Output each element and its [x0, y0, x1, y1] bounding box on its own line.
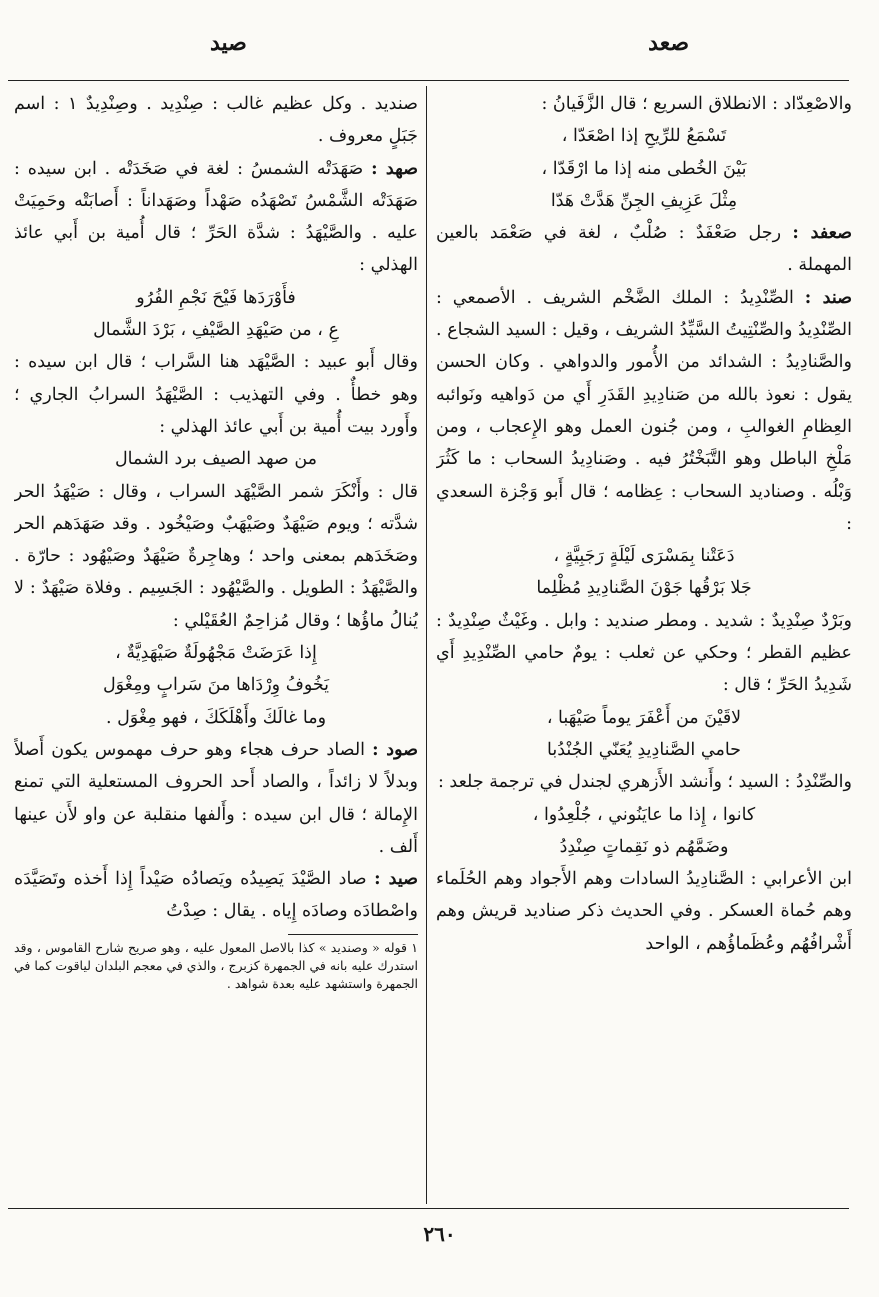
- running-head-right: صعد: [648, 30, 689, 56]
- page-number: ٢٦٠: [423, 1222, 456, 1246]
- paragraph: صنديد . وكل عظيم غالب : صِنْدِيد . وصِنْدِيدٌ ١ : اسم جَبَلٍ معروف .: [14, 94, 418, 147]
- left-column-body: [14, 88, 418, 928]
- entry-text: صَهَدَتْه الشمسُ : لغة في صَخَدَتْه . ابن سيده : صَهَدَتْه الشَّمْسُ تَصْهَدُه صَهْداً وصَهَداناً : أَصابَتْه وحَمِيَتْ عليه . والصَّيْهَدُ : شدَّة الحَرِّ ؛ قال أُمية بن أَبي عائذ الهذلي :: [14, 158, 418, 276]
- dictionary-entry: [14, 153, 418, 282]
- verse-line: مِثْلَ عَزِيفِ الجِنِّ هَدَّتْ هَدّا: [550, 190, 738, 211]
- verse-line: وضَمَّهُم ذو نَقِماتٍ صِنْدِدُ: [559, 836, 729, 857]
- verse-line: بَيْنَ الخُطى منه إذا ما ارْقَدّا ،: [541, 158, 747, 179]
- verse-line: حامي الصَّنادِيدِ يُعَنّي الجُنْدُبا: [547, 739, 741, 760]
- verse-line: كانوا ، إِذا ما عايَنُوني ، جُلْعِدُوا ،: [532, 804, 756, 825]
- verse-line: عِ ، من صَيْهَدِ الصَّيْفِ ، بَرْدَ الشَّمال: [93, 320, 339, 341]
- entry-text: صاد الصَّيْدَ يَصِيدُه ويَصادُه صَيْداً إِذا أَخذه وتَصَيَّدَه واصْطادَه وصادَه إِياه . يقال : صِدْتُ: [14, 869, 418, 922]
- header-rule: [8, 80, 849, 81]
- footer-rule: [8, 1208, 849, 1209]
- dictionary-entry: [14, 863, 418, 928]
- paragraph: وبَرْدٌ صِنْدِيدٌ : شديد . ومطر صنديد : وابل . وغَيْثٌ صِنْدِيدٌ : عظيم القطر ؛ وحكي عن ثعلب : يومٌ حامي الصِّنْدِيدِ أَي شَدِيدُ الحَرِّ ؛ قال :: [436, 610, 852, 696]
- running-head-left: صيد: [210, 30, 247, 56]
- paragraph: وقال أَبو عبيد : الصَّيْهَد هنا السَّراب ؛ قال ابن سيده : وهو خطأٌ . وفي التهذيب : الصَّيْهَدُ السرابُ الجاري ؛ وأَورد بيت أُمية بن أَبي عائذ الهذلي :: [14, 352, 418, 437]
- entry-text: رجل صَعْفَدٌ : صُلْبٌ ، لغة في صَعْمَد بالعين المهملة .: [436, 223, 852, 276]
- entry-headword: صهد :: [371, 158, 418, 179]
- paragraph: ابن الأعرابي : الصَّنادِيدُ السادات وهم الأَجواد وهم الحُلَماء وهم حُماة العسكر . وفي الحديث ذكر صناديد قريش وهم أَشْرافُهُم وعُظَماؤُهم ، الواحد: [436, 869, 852, 954]
- right-column: [436, 88, 852, 1202]
- paragraph: والاصْعِدّاد : الانطلاق السريع ؛ قال الزَّفَيانُ :: [541, 94, 852, 114]
- verse-line: من صهد الصيف برد الشمال: [114, 449, 318, 470]
- paragraph: قال : وأَنْكَرَ شمر الصَّيْهَد السراب ، وقال : صَيْهَدُ الحر شدَّته ؛ ويوم صَيْهَدٌ وصَيْهَبٌ وصَيْخُود . وقد صَهَدَهم الحر وصَخَدَهم بمعنى واحد ؛ وهاجِرةٌ صَيْهَدٌ وصَيْهُود : حارّة . والصَّيْهَدُ : الطويل . والصَّيْهُود : الجَسِيم . وفلاة صَيْهَدٌ : لا يُنالُ ماؤُها ؛ وقال مُزاحِمٌ العُقَيْلي :: [14, 481, 418, 631]
- verse-line: فأَوْرَدَها فَيْحَ نَجْمِ الفُرُو: [136, 287, 296, 308]
- verse-line: إِذا عَرَضَتْ مَجْهُولَةٌ صَيْهَدِيَّةٌ ،: [115, 643, 317, 664]
- footnote: ١ قوله « وصنديد » كذا بالاصل المعول عليه ، وهو صريح شارح القاموس ، وقد استدرك عليه بانه في الجمهرة كزبرج ، والذي في معجم البلدان لياقوت كما في الجمهرة واستشهد عليه بعدة شواهد .: [14, 939, 418, 991]
- dictionary-entry: [436, 217, 852, 282]
- entry-headword: صود :: [372, 739, 418, 760]
- verse-line: تَسْمَعُ للرِّيحِ إذا اصْعَدّا ،: [561, 126, 727, 147]
- entry-headword: صند :: [804, 287, 852, 308]
- left-column: [14, 88, 418, 1202]
- entry-text: الصِّنْدِيدُ : الملك الضَّخْم الشريف . الأصمعي : الصِّنْدِيدُ والصِّنْتِيتُ السَّيِّدُ الشريف ، وقيل : السيد الشجاع . والصَّنادِيدُ : الشدائد من الأُمور والدواهي . وكان الحسن يقول : نعوذ بالله من صَنادِيدِ القَدَرِ أَي من دَواهيه ونَوائبه العِظامِ الغوالبِ ، ومن جُنون العمل وهو الإِعجاب ، ومن مَلْخِ الباطل وهو التَّبَخْتُرُ فيه . وصَنادِيدُ السحاب : ما كَثُرَ وَبْلُه . وصناديد السحاب : عِظامه ؛ قال أَبو وَجْزة السعدي :: [436, 287, 852, 534]
- entry-headword: صعفد :: [792, 223, 852, 244]
- dictionary-entry: [14, 734, 418, 863]
- entry-text: الصاد حرف هجاء وهو حرف مهموس يكون أَصلاً وبدلاً لا زائداً ، والصاد أَحد الحروف المستعلية التي تمنع الإِمالة ؛ قال ابن سيده : وأَلفها منقلبة عن واو لأَن عينها أَلف .: [14, 739, 418, 857]
- verse-line: جَلا بَرْقُها جَوْنَ الصَّنادِيدِ مُظْلِما: [536, 578, 752, 599]
- footnote-rule: [288, 934, 418, 935]
- verse-line: لاقَيْنَ من أَعْفَرَ يوماً صَيْهَبا ،: [546, 707, 742, 728]
- verse-line: يَخُوفُ وِرْدَاها منَ سَرابٍ ومِغْوَل: [102, 675, 330, 696]
- dictionary-entry: [436, 282, 852, 540]
- paragraph: والصِّنْدِدُ : السيد ؛ وأَنشد الأَزهري لجندل في ترجمة جلعد :: [437, 772, 852, 793]
- entry-headword: صيد :: [374, 869, 418, 890]
- verse-line: دَعَتْنا بِمَسْرَى لَيْلَةٍ رَجَبِيَّةٍ ،: [553, 546, 735, 567]
- verse-line: وما غالَكَ وأَهْلَكَكَ ، فهو مِغْوَل .: [105, 707, 327, 728]
- column-divider: [426, 86, 427, 1204]
